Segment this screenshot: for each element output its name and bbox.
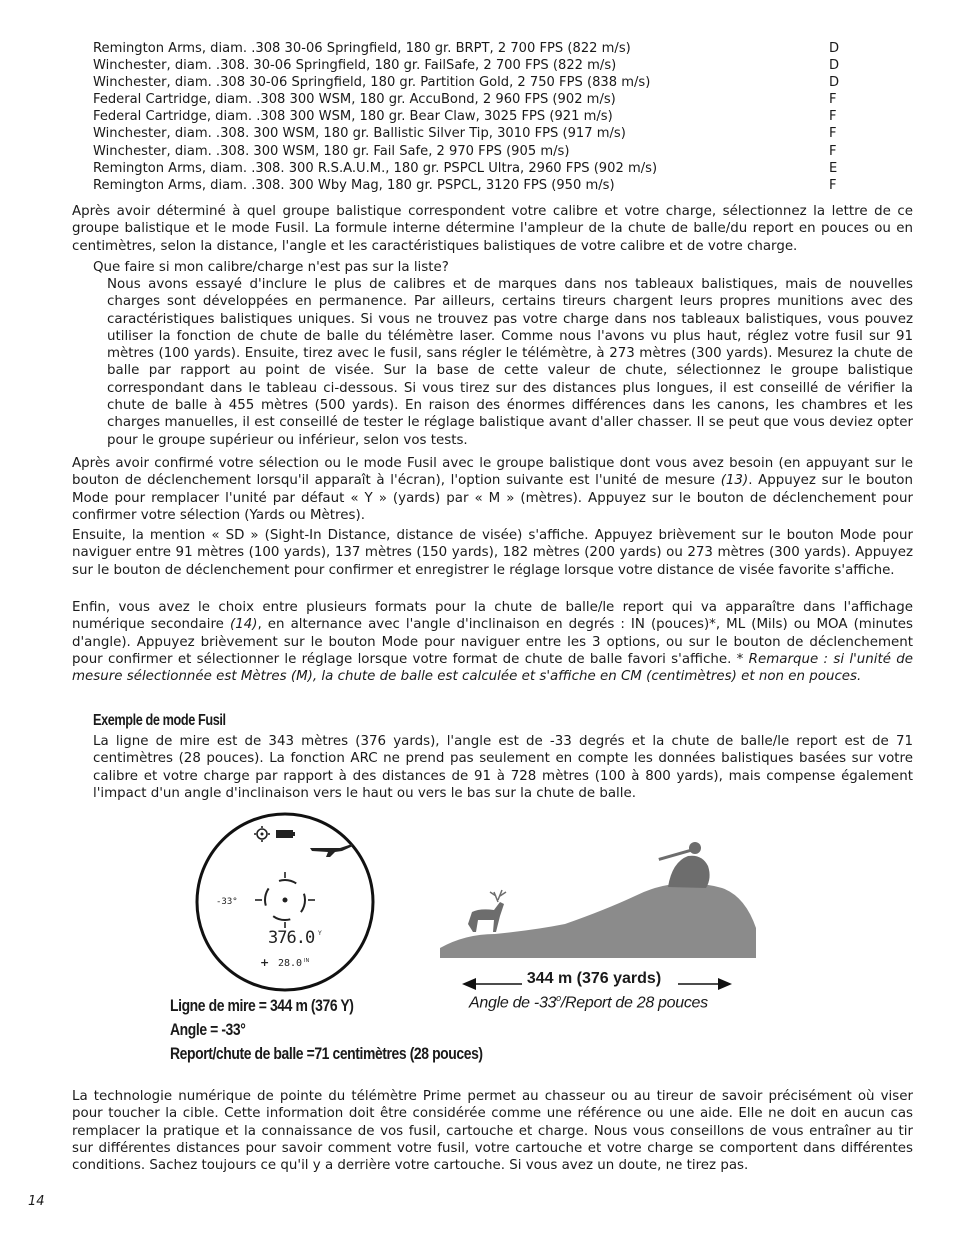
angle-readout: -33° [216,897,238,907]
drop-unit: IN [304,958,310,964]
hillside [440,884,756,959]
angle-label-drop: /Report de 28 pouces [560,994,708,1012]
confirm-text-end: . Appuyez sur le bouton Mode pour remplacer l'unité par défaut « Y » (yards) par « M » (mètres). Appuyez sur le bouton de déclenchement pour confirmer votre sélection (Yards ou Mètres). [72,473,913,523]
ballistic-group: D [829,41,840,56]
angle-label-text: Angle de -33 [469,994,557,1012]
angle-label [469,993,708,1012]
hunter-icon [658,842,709,888]
ammo-row [93,125,843,142]
ballistic-group: F [829,92,837,108]
intro-paragraph: Après avoir déterminé à quel groupe balistique correspondent votre calibre et votre charge, sélectionnez la lettre de ce groupe balistique et le mode Fusil. La formule interne détermine l'ampleur de la chute de balle/du report en pouces ou en centimètres, selon la distance, l'angle et les caractéristiques balistiques de votre calibre et de votre charge. [72,204,913,254]
final-paragraph [72,599,913,685]
ammo-description: Federal Cartridge, diam. .308 300 WSM, 180 gr. Bear Claw, 3025 FPS (921 m/s) [93,109,613,125]
caption-line-of-sight: Ligne de mire = 344 m (376 Y) [170,996,354,1015]
drop-readout: 28.0 [278,958,303,969]
ammo-row [93,160,843,177]
final-note: Remarque : si l'unité de mesure sélectionnée est Mètres (M), la chute de balle est calculée et s'affiche en CM (centimètres) et non en pouces. [72,651,913,685]
faq-answer: Nous avons essayé d'inclure le plus de calibres et de marques dans nos tableaux balistiques, mais de nouvelles charges sont développées en permanence. Par ailleurs, certains tireurs chargent leurs propres munitions avec des caractéristiques balistiques uniques. Si vous ne trouvez pas votre charge dans nos tableaux balistiques, vous pouvez utiliser la fonction de chute de balle du télémètre laser. Comme nous l'avons vu plus haut, réglez votre fusil sur 91 mètres (100 yards). Ensuite, tirez avec le fusil, sans régler le télémètre, à 273 mètres (300 yards). Mesurez la chute de balle par rapport au point de visée. Sur la base de cette valeur de chute, sélectionnez le groupe balistique correspondant dans le tableau ci-dessous. Si vous tirez sur des distances plus longues, il est conseillé de vérifier la chute de balle à 455 mètres (500 yards). En raison des énormes différences dans les canons, les chambres et les charges manuelles, il est conseillé de tester le réglage balistique avant d'aller chasser. Il se peut que vous deviez opter pour le groupe supérieur ou inférieur, selon vos tests. [107,277,913,448]
ballistic-group: F [829,126,837,142]
caption-drop: Report/chute de balle =71 centimètres (28 pouces) [170,1044,483,1063]
ammo-description: Winchester, diam. .308. 30-06 Springfield, 180 gr. FailSafe, 2 700 FPS (822 m/s) [93,58,617,74]
ammo-row [93,143,843,160]
drop-sign: + [260,956,270,969]
ballistic-group: F [829,177,837,193]
rangefinder-display [190,812,380,992]
ballistic-group: F [829,109,837,125]
ammo-description: Federal Cartridge, diam. .308 300 WSM, 180 gr. AccuBond, 2 960 FPS (902 m/s) [93,92,616,108]
ammo-row [93,74,843,91]
ammo-row [93,40,843,57]
callout-ref: (13) [720,473,749,489]
example-heading: Exemple de mode Fusil [93,712,226,729]
ammo-row [93,57,843,74]
example-paragraph: La ligne de mire est de 343 mètres (376 yards), l'angle est de -33 degrés et la chute de balle/le report est de 71 centimètres (28 pouces). La fonction ARC ne prend pas seulement en compte les données balistiques basées sur votre calibre et votre charge par rapport à des distances de 91 à 728 mètres (100 à 800 yards), mais compense également l'impact d'un angle d'inclinaison vers le haut ou vers le bas sur la chute de balle. [93,734,913,801]
caption-angle: Angle = -33° [170,1020,246,1039]
distance-label: 344 m (376 yards) [526,970,662,987]
final-text-end: , en alternance avec l'angle d'inclinaison en degrés : IN (pouces)*, ML (Mils) ou MOA (minutes d'angle). Appuyez brièvement sur le bouton Mode pour naviguer entre les 3 options, ou sur le bouton de déclenchement pour confirmer et sélectionner le réglage lorsque votre format de chute de balle favori s'affiche. * [72,617,913,667]
ammo-description: Remington Arms, diam. .308. 300 Wby Mag, 180 gr. PSPCL, 3120 FPS (950 m/s) [93,177,615,193]
ammo-description: Remington Arms, diam. .308 30-06 Springfield, 180 gr. BRPT, 2 700 FPS (822 m/s) [93,41,631,56]
degree-mark: o [556,993,561,1003]
page-number: 14 [28,1194,45,1209]
ammo-description: Winchester, diam. .308. 300 WSM, 180 gr. Ballistic Silver Tip, 3010 FPS (917 m/s) [93,126,626,142]
battery-icon [276,830,295,838]
sight-in-paragraph: Ensuite, la mention « SD » (Sight-In Distance, distance de visée) s'affiche. Appuyez brièvement sur le bouton Mode pour naviguer entre 91 mètres (100 yards), 137 mètres (150 yards), 182 mètres (200 yards) ou 273 mètres (300 yards). Appuyez sur le bouton de déclenchement pour confirmer et enregistrer le réglage lorsque votre distance de visée favorite s'affiche. [72,528,913,578]
ballistic-group: F [829,143,837,159]
closing-paragraph: La technologie numérique de pointe du télémètre Prime permet au chasseur ou au tireur de savoir précisément où viser pour toucher la cible. Cette information doit être considérée comme une référence ou une aide. Elle ne doit en aucun cas remplacer la pratique et la connaissance de vos fusil, cartouche et charge. Nous vous conseillons de vous entraîner au tir sur différentes distances pour savoir comment votre fusil, votre cartouche et votre charge se comportent dans différentes conditions. Sachez toujours ce qu'il y a derrière votre cartouche. Si vous avez un doute, ne tirez pas. [72,1089,913,1174]
ballistic-group: E [829,160,838,176]
ballistic-group: D [829,75,840,91]
ammo-description: Winchester, diam. .308 30-06 Springfield, 180 gr. Partition Gold, 2 750 FPS (838 m/s) [93,75,651,91]
ammo-row [93,91,843,108]
faq-question: Que faire si mon calibre/charge n'est pas sur la liste? [93,260,449,275]
ammo-row [93,108,843,125]
ammo-table [93,40,843,194]
confirm-text: Après avoir confirmé votre sélection ou le mode Fusil avec le groupe balistique dont vous avez besoin (en appuyant sur le bouton de déclenchement lorsqu'il apparaît à l'écran), l'option suivante est l'unité de mesure [72,456,913,489]
distance-unit: Y [318,930,322,937]
final-text: Enfin, vous avez le choix entre plusieurs formats pour la chute de balle/le report qui va apparaître dans l'affichage numérique secondaire [72,600,913,633]
distance-readout: 376.0 [268,928,315,948]
ammo-row [93,177,843,194]
hunting-scene-illustration [440,832,756,958]
ammo-description: Remington Arms, diam. .308. 300 R.S.A.U.M., 180 gr. PSPCL Ultra, 2960 FPS (902 m/s) [93,160,658,176]
elk-icon [468,890,506,932]
ammo-description: Winchester, diam. .308. 300 WSM, 180 gr. Fail Safe, 2 970 FPS (905 m/s) [93,143,570,159]
callout-ref: (14) [229,617,258,633]
confirm-paragraph [72,455,913,524]
ballistic-group: D [829,58,840,74]
